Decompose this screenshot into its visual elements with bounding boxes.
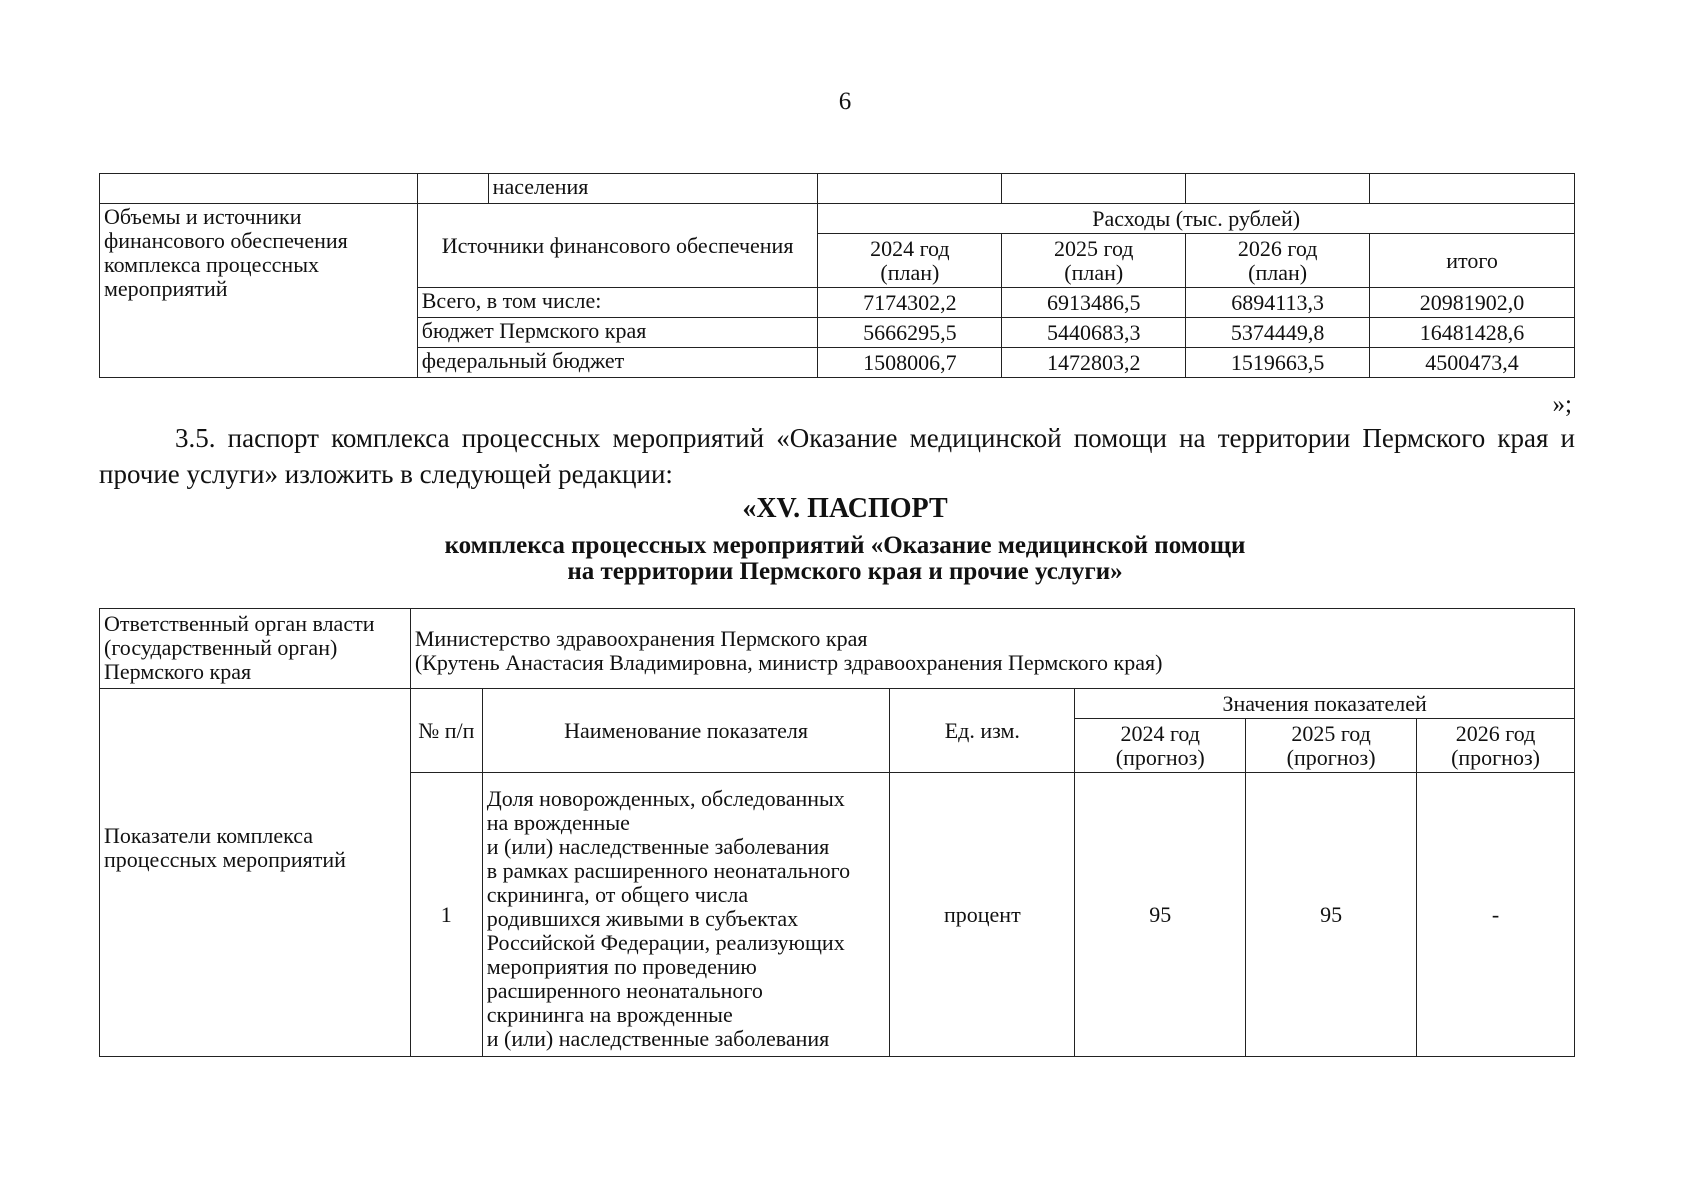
indicator-name-line: Доля новорожденных, обследованных [486, 786, 845, 811]
finance-row-label: Объемы и источники финансового обеспечения комплекса процессных мероприятий [100, 204, 418, 378]
year-header-2026: 2026 год (прогноз) [1417, 719, 1575, 773]
paragraph-line-1: 3.5. паспорт комплекса процессных мероприятий «Оказание медицинской помощи на территории Пермского края [175, 423, 1549, 453]
unit-header: Ед. изм. [890, 689, 1075, 773]
indicator-name-line: расширенного неонатального [486, 978, 763, 1003]
responsible-value [410, 609, 1574, 689]
table-cell [100, 174, 418, 204]
table-row [100, 609, 1575, 689]
num-header: № п/п [410, 689, 482, 773]
total-header: итого [1370, 234, 1575, 288]
amendment-paragraph [99, 420, 1575, 492]
indicator-value-2026: - [1417, 773, 1575, 1057]
value-cell: 5374449,8 [1186, 318, 1370, 348]
value-cell: 1508006,7 [818, 348, 1002, 378]
indicators-label: Показатели комплекса процессных мероприятий [100, 689, 411, 1057]
paragraph-line-2: и прочие услуги» изложить в следующей редакции: [99, 423, 1575, 489]
value-cell: 1519663,5 [1186, 348, 1370, 378]
indicator-name-line: на врожденные [486, 810, 630, 835]
value-cell: 6913486,5 [1002, 288, 1186, 318]
expenses-header: Расходы (тыс. рублей) [818, 204, 1575, 234]
year-header-2025: 2025 год (план) [1002, 234, 1186, 288]
responsible-org: Министерство здравоохранения Пермского края [414, 626, 868, 651]
source-name: Всего, в том числе: [417, 288, 818, 318]
indicator-unit: процент [890, 773, 1075, 1057]
table-cell [417, 174, 488, 204]
year-header-2026: 2026 год (план) [1186, 234, 1370, 288]
value-cell: 5666295,5 [818, 318, 1002, 348]
indicator-name-line: и (или) наследственные заболевания [486, 834, 830, 859]
passport-title: «XV. ПАСПОРТ [742, 493, 948, 524]
page-number: 6 [838, 88, 852, 115]
indicator-number: 1 [410, 773, 482, 1057]
source-name: федеральный бюджет [417, 348, 818, 378]
value-cell: 4500473,4 [1370, 348, 1575, 378]
year-header-2025: 2025 год (прогноз) [1246, 719, 1417, 773]
passport-subtitle [0, 533, 1690, 585]
value-cell: 7174302,2 [818, 288, 1002, 318]
year-header-2024: 2024 год (прогноз) [1075, 719, 1246, 773]
value-cell: 1472803,2 [1002, 348, 1186, 378]
value-cell: 6894113,3 [1186, 288, 1370, 318]
finance-table [99, 173, 1575, 378]
indicator-name-line: в рамках расширенного неонатального [486, 858, 851, 883]
indicator-name-line: родившихся живыми в субъектах [486, 906, 799, 931]
table-cell [1370, 174, 1575, 204]
table-cell [818, 174, 1002, 204]
table-cell: населения [488, 174, 818, 204]
value-cell: 20981902,0 [1370, 288, 1575, 318]
subtitle-line-2: на территории Пермского края и прочие услуги» [567, 558, 1123, 585]
table-cell [1186, 174, 1370, 204]
indicator-name-line: и (или) наследственные заболевания [486, 1026, 830, 1051]
subtitle-line-1: комплекса процессных мероприятий «Оказание медицинской помощи [444, 532, 1246, 559]
values-header: Значения показателей [1075, 689, 1575, 719]
indicator-name-line: Российской Федерации, реализующих [486, 930, 845, 955]
year-header-2024: 2024 год (план) [818, 234, 1002, 288]
indicator-name [482, 773, 890, 1057]
indicator-value-2025: 95 [1246, 773, 1417, 1057]
indicator-name-line: скрининга на врожденные [486, 1002, 733, 1027]
value-cell: 5440683,3 [1002, 318, 1186, 348]
closing-quote: »; [1552, 391, 1572, 418]
table-row [100, 689, 1575, 719]
table-cell [1002, 174, 1186, 204]
sources-header: Источники финансового обеспечения [417, 204, 818, 288]
value-cell: 16481428,6 [1370, 318, 1575, 348]
indicator-value-2024: 95 [1075, 773, 1246, 1057]
responsible-person: (Крутень Анастасия Владимировна, министр здравоохранения Пермского края) [414, 650, 1163, 675]
table-row [100, 204, 1575, 234]
responsible-label: Ответственный орган власти (государственный орган) Пермского края [100, 609, 411, 689]
source-name: бюджет Пермского края [417, 318, 818, 348]
indicator-name-line: мероприятия по проведению [486, 954, 757, 979]
indicator-name-line: скрининга, от общего числа [486, 882, 749, 907]
passport-table [99, 608, 1575, 1057]
indicator-name-header: Наименование показателя [482, 689, 890, 773]
table-row [100, 174, 1575, 204]
